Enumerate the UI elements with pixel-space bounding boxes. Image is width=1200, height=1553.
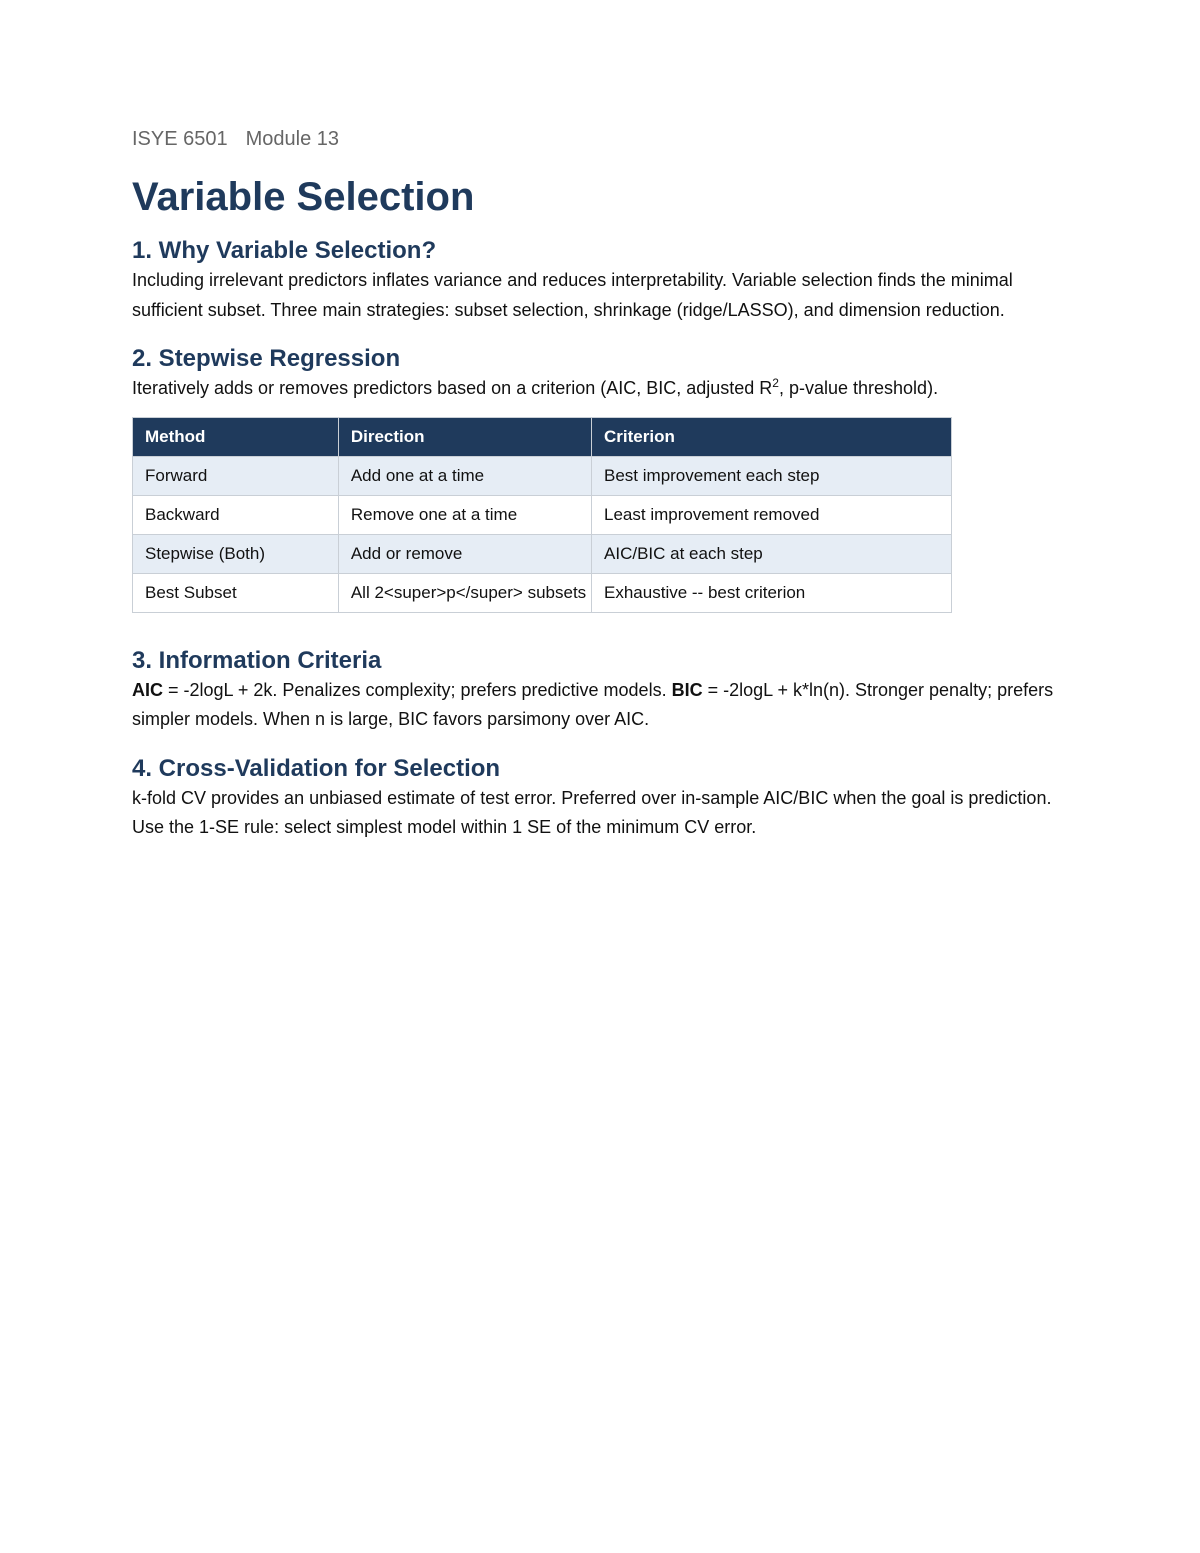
table-cell: Add one at a time <box>338 456 591 495</box>
table-row <box>133 573 952 612</box>
stepwise-methods-table <box>132 417 952 613</box>
bic-label: BIC <box>671 679 703 700</box>
column-header-method: Method <box>133 417 339 456</box>
table-cell: All 2<super>p</super> subsets <box>338 573 591 612</box>
table-cell: Backward <box>133 495 339 534</box>
section-body-2-tail: , p-value threshold). <box>778 378 939 398</box>
column-header-direction: Direction <box>338 417 591 456</box>
section-heading-1: 1. Why Variable Selection? <box>132 237 437 264</box>
document-page <box>132 126 1077 843</box>
aic-text: = -2logL + 2k. Penalizes complexity; prefers predictive models. <box>163 679 672 700</box>
table-cell: Remove one at a time <box>338 495 591 534</box>
section-body-2-text: Iteratively adds or removes predictors based on a criterion (AIC, BIC, adjusted R <box>132 378 773 398</box>
module-label: Module 13 <box>245 128 340 150</box>
section-body-3 <box>132 676 1077 735</box>
section-body-1: Including irrelevant predictors inflates variance and reduces interpretability. Variable selection finds the minimal sufficient subset. Three main strategies: subset selection, shrinkage (ridge/LASSO), and dimension reduction. <box>132 270 1013 320</box>
table-cell: Least improvement removed <box>592 495 952 534</box>
section-heading-2: 2. Stepwise Regression <box>132 345 401 372</box>
section-heading-3: 3. Information Criteria <box>132 646 382 674</box>
table-cell: Exhaustive -- best criterion <box>592 573 952 612</box>
table-cell: Best improvement each step <box>592 456 952 495</box>
section-body-4: k-fold CV provides an unbiased estimate of test error. Preferred over in-sample AIC/BIC when the goal is prediction. Use the 1-SE rule: select simplest model within 1 SE of the minimum CV error. <box>132 787 1052 837</box>
table-cell: Stepwise (Both) <box>133 534 339 573</box>
superscript-2: 2 <box>772 376 779 390</box>
section-heading-4: 4. Cross-Validation for Selection <box>132 754 501 782</box>
course-header <box>132 126 1077 152</box>
table-cell: Best Subset <box>133 573 339 612</box>
section-body-2 <box>132 374 1077 404</box>
aic-label: AIC <box>132 679 163 700</box>
table-cell: Forward <box>133 456 339 495</box>
table-cell: AIC/BIC at each step <box>592 534 952 573</box>
course-code: ISYE 6501 <box>132 128 228 150</box>
table-row <box>133 495 952 534</box>
table-header-row <box>133 417 952 456</box>
column-header-criterion: Criterion <box>592 417 952 456</box>
table-row <box>133 534 952 573</box>
table-row <box>133 456 952 495</box>
page-title: Variable Selection <box>132 175 475 219</box>
table-cell: Add or remove <box>338 534 591 573</box>
bic-text: = -2logL + k*ln(n). Stronger penalty; prefers simpler models. When n is large, BIC favors parsimony over AIC. <box>132 679 1054 729</box>
